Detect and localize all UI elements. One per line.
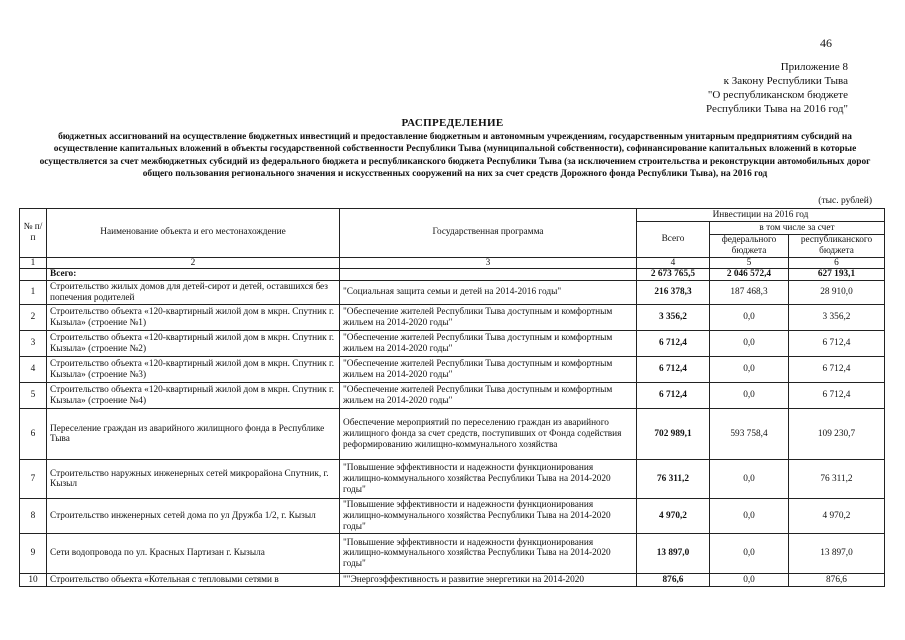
header-republic: республиканского бюджета (789, 235, 885, 258)
col-number: 1 (20, 257, 47, 269)
program-name: "Повышение эффективности и надежности функционирования жилищно-коммунального хозяйства Республики Тыва на 2014-2020 годы" (340, 460, 637, 499)
row-number: 10 (20, 574, 47, 587)
units-note: (тыс. рублей) (818, 196, 872, 206)
program-name: "Обеспечение жителей Республики Тыва доступным и комфортным жильем на 2014-2020 годы" (340, 305, 637, 331)
program-name: Обеспечение мероприятий по переселению граждан из аварийного жилищного фонда за счет средств, поступивших от Фонда содействия реформированию жилищно-коммунального хозяйства (340, 409, 637, 460)
table-row (20, 305, 885, 331)
appendix-header (706, 60, 848, 116)
table-row (20, 383, 885, 409)
appendix-line: Приложение 8 (780, 61, 848, 73)
col-number: 4 (637, 257, 710, 269)
row-republic: 76 311,2 (789, 460, 885, 499)
row-number: 2 (20, 305, 47, 331)
row-total: 6 712,4 (637, 331, 710, 357)
table-row (20, 460, 885, 499)
row-republic: 3 356,2 (789, 305, 885, 331)
total-federal: 2 046 572,4 (710, 269, 789, 281)
row-federal: 0,0 (710, 331, 789, 357)
header-investments: Инвестиции на 2016 год (637, 209, 885, 222)
total-republic: 627 193,1 (789, 269, 885, 281)
row-federal: 0,0 (710, 460, 789, 499)
row-federal: 0,0 (710, 383, 789, 409)
table-row (20, 574, 885, 587)
header-federal: федерального бюджета (710, 235, 789, 258)
row-republic: 6 712,4 (789, 357, 885, 383)
row-republic: 28 910,0 (789, 281, 885, 305)
table-row (20, 499, 885, 534)
header-num: № п/п (20, 209, 47, 258)
program-name: "Обеспечение жителей Республики Тыва доступным и комфортным жильем на 2014-2020 годы" (340, 357, 637, 383)
col-number: 6 (789, 257, 885, 269)
table-row (20, 534, 885, 574)
row-number: 4 (20, 357, 47, 383)
row-number: 1 (20, 281, 47, 305)
row-number: 7 (20, 460, 47, 499)
header-total: Всего (637, 222, 710, 258)
allocation-table (19, 208, 885, 587)
row-federal: 187 468,3 (710, 281, 789, 305)
row-total: 76 311,2 (637, 460, 710, 499)
col-number: 2 (47, 257, 340, 269)
row-number: 6 (20, 409, 47, 460)
row-total: 6 712,4 (637, 383, 710, 409)
object-name: Строительство объекта «120-квартирный жилой дом в мкрн. Спутник г. Кызыла» (строение №2) (47, 331, 340, 357)
row-total: 3 356,2 (637, 305, 710, 331)
row-total: 6 712,4 (637, 357, 710, 383)
header-including: в том числе за счет (710, 222, 885, 235)
program-name: "Повышение эффективности и надежности функционирования жилищно-коммунального хозяйства Республики Тыва на 2014-2020 годы" (340, 499, 637, 534)
program-name: ""Энергоэффективность и развитие энергетики на 2014-2020 (340, 574, 637, 587)
row-number: 5 (20, 383, 47, 409)
object-name: Строительство наружных инженерных сетей микрорайона Спутник, г. Кызыл (47, 460, 340, 499)
row-federal: 0,0 (710, 534, 789, 574)
row-federal: 0,0 (710, 499, 789, 534)
total-row (20, 269, 885, 281)
row-republic: 4 970,2 (789, 499, 885, 534)
row-number: 3 (20, 331, 47, 357)
row-federal: 0,0 (710, 357, 789, 383)
row-federal: 0,0 (710, 305, 789, 331)
row-total: 876,6 (637, 574, 710, 587)
program-name: "Социальная защита семьи и детей на 2014-2016 годы" (340, 281, 637, 305)
row-republic: 6 712,4 (789, 331, 885, 357)
object-name: Переселение граждан из аварийного жилищного фонда в Республике Тыва (47, 409, 340, 460)
row-republic: 109 230,7 (789, 409, 885, 460)
total-sum: 2 673 765,5 (637, 269, 710, 281)
object-name: Строительство инженерных сетей дома по ул Дружба 1/2, г. Кызыл (47, 499, 340, 534)
program-name: "Повышение эффективности и надежности функционирования жилищно-коммунального хозяйства Республики Тыва на 2014-2020 годы" (340, 534, 637, 574)
program-name: "Обеспечение жителей Республики Тыва доступным и комфортным жильем на 2014-2020 годы" (340, 331, 637, 357)
object-name: Строительство жилых домов для детей-сирот и детей, оставшихся без попечения родителей (47, 281, 340, 305)
table-row (20, 281, 885, 305)
table-row (20, 331, 885, 357)
table-row (20, 409, 885, 460)
appendix-line: Республики Тыва на 2016 год" (706, 103, 848, 115)
object-name: Строительство объекта «Котельная с тепловыми сетями в (47, 574, 340, 587)
object-name: Сети водопровода по ул. Красных Партизан г. Кызыла (47, 534, 340, 574)
header-program: Государственная программа (340, 209, 637, 258)
program-name: "Обеспечение жителей Республики Тыва доступным и комфортным жильем на 2014-2020 годы" (340, 383, 637, 409)
document-subtitle: бюджетных ассигнований на осуществление бюджетных инвестиций и предоставление бюджетным и автономным учреждениям, государственным унитарным предприятиям субсидий на осуществление капитальных вложений в объекты государственной собственности Республики Тыва (муниципальной собственности), софинансирование капитальных вложений в которые осуществляется за счет межбюджетных субсидий из федерального бюджета и республиканского бюджета Республики Тыва (за исключением строительства и реконструкции автомобильных дорог общего пользования регионального значения и искусственных сооружений на них за счет средств Дорожного фонда Республики Тыва), на 2016 год (39, 132, 871, 180)
row-number: 8 (20, 499, 47, 534)
header-name: Наименование объекта и его местонахождение (47, 209, 340, 258)
col-number: 3 (340, 257, 637, 269)
row-number: 9 (20, 534, 47, 574)
row-republic: 876,6 (789, 574, 885, 587)
object-name: Строительство объекта «120-квартирный жилой дом в мкрн. Спутник г. Кызыла» (строение №3) (47, 357, 340, 383)
document-title: РАСПРЕДЕЛЕНИЕ (401, 117, 504, 129)
table-row (20, 357, 885, 383)
object-name: Строительство объекта «120-квартирный жилой дом в мкрн. Спутник г. Кызыла» (строение №1) (47, 305, 340, 331)
appendix-line: к Закону Республики Тыва (723, 75, 848, 87)
row-total: 702 989,1 (637, 409, 710, 460)
total-label: Всего: (47, 269, 340, 281)
row-republic: 6 712,4 (789, 383, 885, 409)
row-total: 4 970,2 (637, 499, 710, 534)
page-number: 46 (820, 36, 832, 50)
row-federal: 0,0 (710, 574, 789, 587)
appendix-line: "О республиканском бюджете (707, 89, 848, 101)
row-republic: 13 897,0 (789, 534, 885, 574)
col-number: 5 (710, 257, 789, 269)
row-total: 216 378,3 (637, 281, 710, 305)
row-federal: 593 758,4 (710, 409, 789, 460)
row-total: 13 897,0 (637, 534, 710, 574)
object-name: Строительство объекта «120-квартирный жилой дом в мкрн. Спутник г. Кызыла» (строение №4) (47, 383, 340, 409)
